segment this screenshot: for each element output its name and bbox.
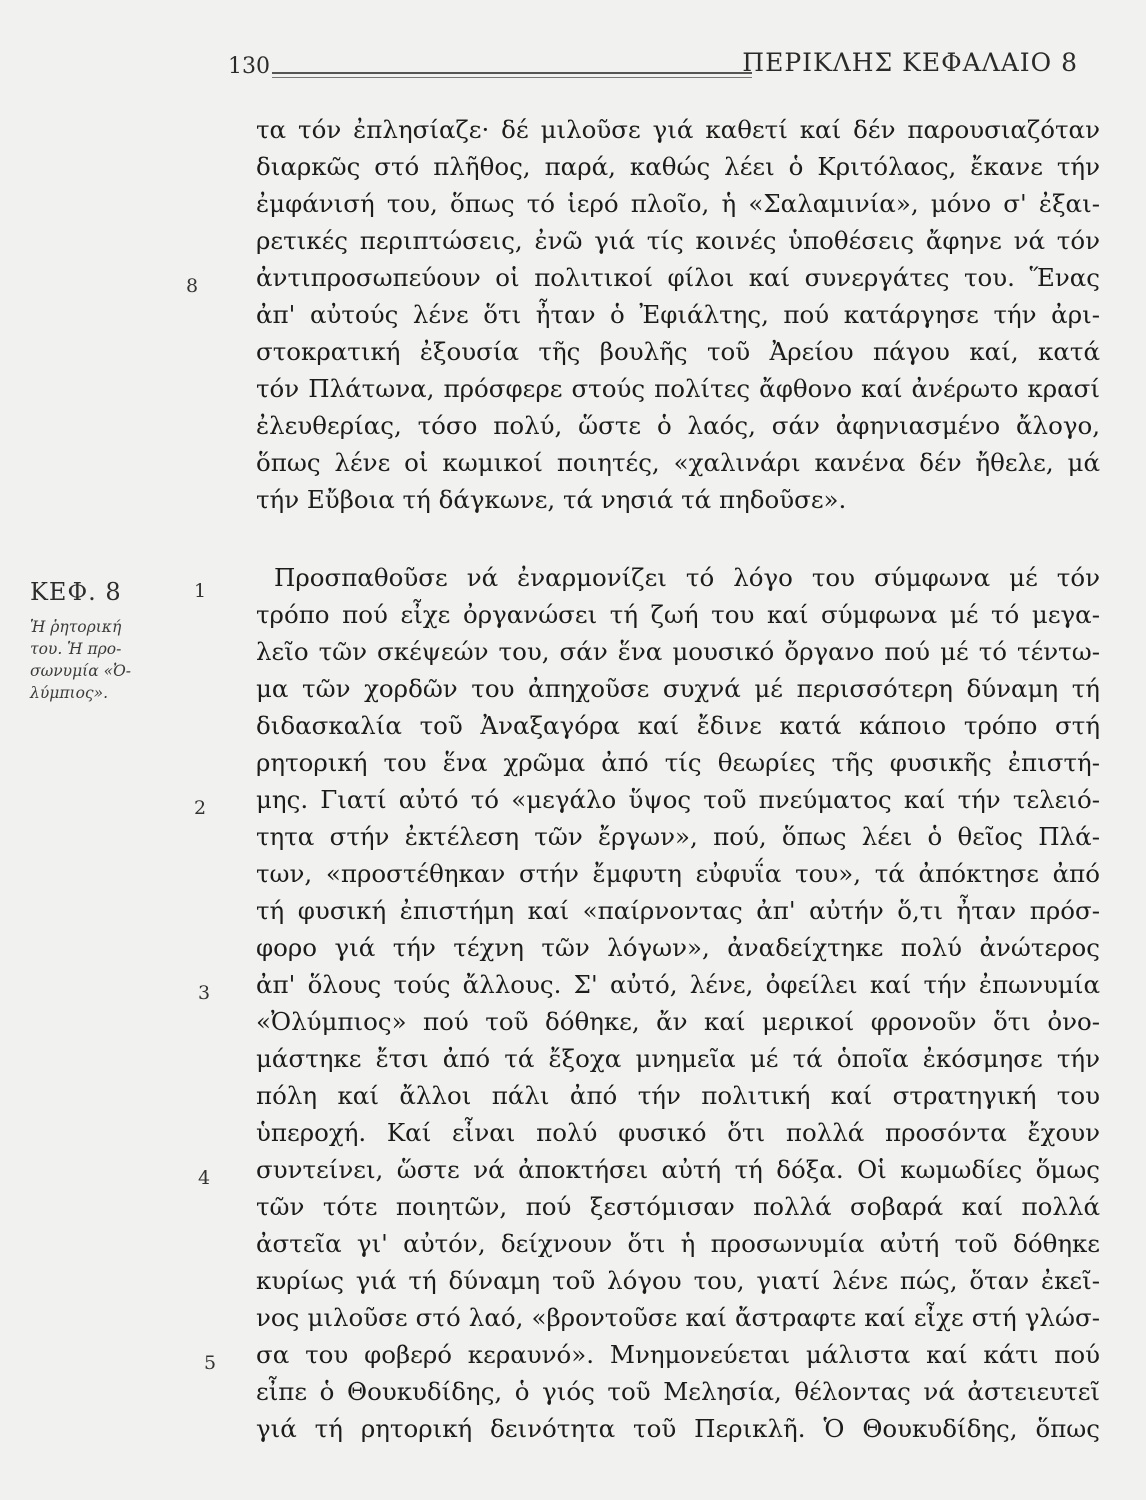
page-header [228,28,1078,79]
text-line: συντείνει, ὥστε νά ἀποκτήσει αὐτή τή δόξα. Οἱ κωμωδίες ὅμως [256,1155,1100,1184]
text-line: γιά τή ρητορική δεινότητα τοῦ Περικλῆ. Ὁ Θουκυδίδης, ὅπως [256,1414,1100,1443]
text-line: διδασκαλία τοῦ Ἀναξαγόρα καί ἔδινε κατά κάποιο τρόπο στή [256,711,1100,740]
text-line: φορο γιά τήν τέχνη τῶν λόγων», ἀναδείχτηκε πολύ ἀνώτερος [256,933,1100,962]
text-line: των, «προστέθηκαν στήν ἔμφυτη εὐφυΐα του», τά ἀπόκτησε ἀπό [256,859,1100,888]
page-number: 130 [228,54,270,79]
margin-note [30,616,180,704]
text-line: σα του φοβερό κεραυνό». Μνημονεύεται μάλιστα καί κάτι πού [256,1340,1100,1369]
text-line: ὑπεροχή. Καί εἶναι πολύ φυσικό ὅτι πολλά προσόντα ἔχουν [256,1118,1100,1147]
text-line: τητα στήν ἐκτέλεση τῶν ἔργων», πού, ὅπως λέει ὁ θεῖος Πλά- [256,822,1100,851]
header-rule-thin [272,77,752,78]
text-line: Προσπαθοῦσε νά ἐναρμονίζει τό λόγο του σύμφωνα μέ τόν [274,563,1100,592]
text-line: διαρκῶς στό πλῆθος, παρά, καθώς λέει ὁ Κριτόλαος, ἔκανε τήν [256,152,1100,181]
text-line: τή φυσική ἐπιστήμη καί «παίρνοντας ἀπ' αὐτήν ὅ,τι ἦταν πρόσ- [256,896,1100,925]
margin-note-line: του. Ἡ προ- [30,640,122,658]
text-line: τήν Εὔβοια τή δάγκωνε, τά νησιά τά πηδοῦσε». [256,485,847,514]
text-line: τρόπο πού εἶχε ὀργανώσει τή ζωή του καί σύμφωνα μέ τό μεγα- [256,600,1100,629]
text-line: τῶν τότε ποιητῶν, πού ξεστόμισαν πολλά σοβαρά καί πολλά [256,1192,1100,1221]
margin-note-line: Ἡ ῥητορική [30,618,122,636]
line-number: 5 [204,1352,217,1374]
text-line: μης. Γιατί αὐτό τό «μεγάλο ὕψος τοῦ πνεύματος καί τήν τελειό- [256,785,1100,814]
text-line: ρητορική του ἕνα χρῶμα ἀπό τίς θεωρίες τῆς φυσικῆς ἐπιστή- [256,748,1100,777]
text-line: νος μιλοῦσε στό λαό, «βροντοῦσε καί ἄστραφτε καί εἶχε στή γλώσ- [256,1303,1100,1332]
line-number: 4 [198,1167,211,1189]
text-line: ἀντιπροσωπεύουν οἱ πολιτικοί φίλοι καί συνεργάτες του. Ἕνας [256,263,1100,292]
text-line: ἐμφάνισή του, ὅπως τό ἱερό πλοῖο, ἡ «Σαλαμινία», μόνο σ' ἐξαι- [256,189,1100,218]
line-number: 3 [198,982,211,1004]
text-line: εἶπε ὁ Θουκυδίδης, ὁ γιός τοῦ Μελησία, θέλοντας νά ἀστειευτεῖ [256,1377,1100,1406]
text-line: ἀπ' αὐτούς λένε ὅτι ἦταν ὁ Ἐφιάλτης, πού κατάργησε τήν ἀρι- [256,300,1100,329]
text-line: τα τόν ἐπλησίαζε· δέ μιλοῦσε γιά καθετί καί δέν παρουσιαζόταν [256,115,1100,144]
margin-note-box [30,578,180,704]
text-line: πόλη καί ἄλλοι πάλι ἀπό τήν πολιτική καί στρατηγική του [256,1081,1100,1110]
text-line: τόν Πλάτωνα, πρόσφερε στούς πολίτες ἄφθονο καί ἀνέρωτο κρασί [256,374,1100,403]
text-line: κυρίως γιά τή δύναμη τοῦ λόγου του, γιατί λένε πώς, ὅταν ἐκεῖ- [256,1266,1100,1295]
margin-note-line: λύμπιος». [30,684,109,702]
line-number: 2 [194,797,207,819]
chapter-heading: ΚΕΦ. 8 [30,578,122,606]
text-line: ἀπ' ὅλους τούς ἄλλους. Σ' αὐτό, λένε, ὀφείλει καί τήν ἐπωνυμία [256,970,1100,999]
text-line: ὅπως λένε οἱ κωμικοί ποιητές, «χαλινάρι κανένα δέν ἤθελε, μά [256,448,1100,477]
text-line: ἀστεῖα γι' αὐτόν, δείχνουν ὅτι ἡ προσωνυμία αὐτή τοῦ δόθηκε [256,1229,1100,1258]
text-line: ρετικές περιπτώσεις, ἐνῶ γιά τίς κοινές ὑποθέσεις ἄφηνε νά τόν [256,226,1100,255]
text-line: λεῖο τῶν σκέψεών του, σάν ἕνα μουσικό ὄργανο πού μέ τό τέντω- [256,637,1100,666]
line-number: 1 [194,580,207,602]
margin-note-line: σωνυμία «Ὀ- [30,662,132,680]
text-line: στοκρατική ἐξουσία τῆς βουλῆς τοῦ Ἀρείου πάγου καί, κατά [256,337,1100,366]
text-line: «Ὀλύμπιος» πού τοῦ δόθηκε, ἄν καί μερικοί φρονοῦν ὅτι ὀνο- [256,1007,1100,1036]
line-number: 8 [186,275,199,297]
header-rule [272,72,752,74]
text-line: ἐλευθερίας, τόσο πολύ, ὥστε ὁ λαός, σάν ἀφηνιασμένο ἄλογο, [256,411,1100,440]
text-line: μάστηκε ἔτσι ἀπό τά ἔξοχα μνημεῖα μέ τά ὁποῖα ἐκόσμησε τήν [256,1044,1100,1073]
text-line: μα τῶν χορδῶν του ἀπηχοῦσε συχνά μέ περισσότερη δύναμη τή [256,674,1100,703]
running-head: ΠΕΡΙΚΛΗΣ ΚΕΦΑΛΑΙΟ 8 [742,48,1078,77]
